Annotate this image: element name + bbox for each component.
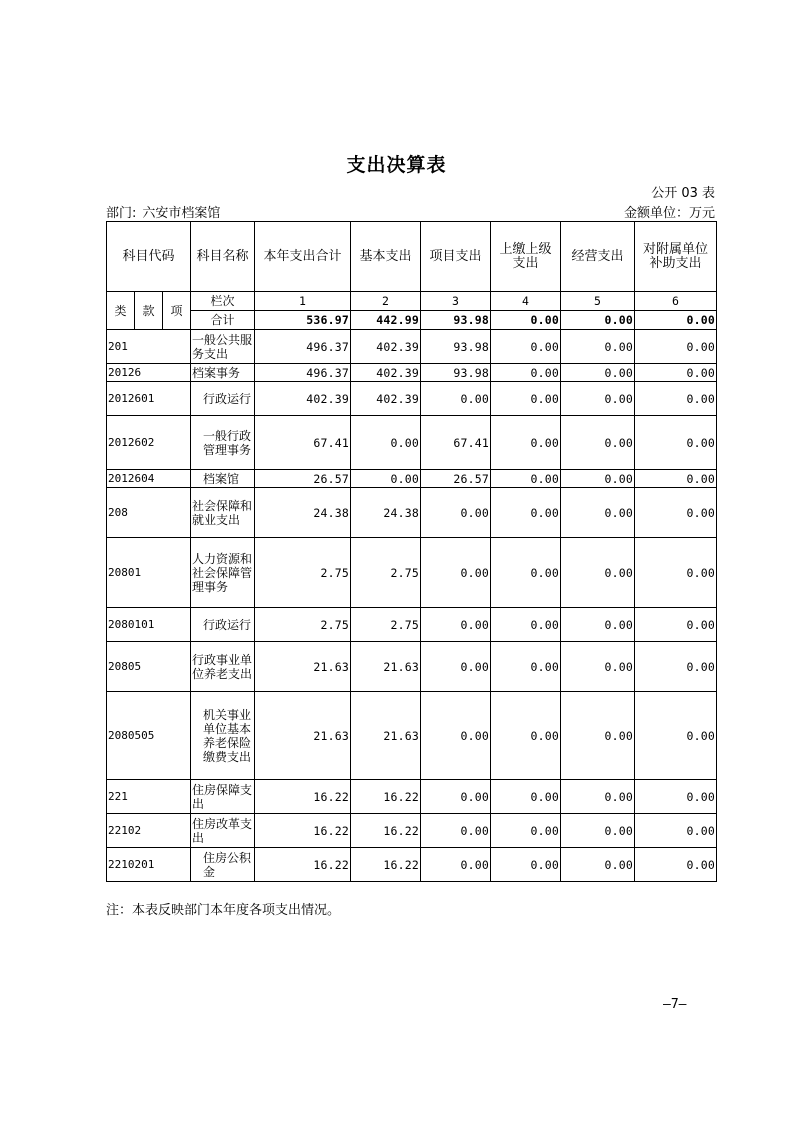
row-name: 住房保障支出 <box>191 780 255 814</box>
row-code: 221 <box>107 780 191 814</box>
row-value: 93.98 <box>421 330 491 364</box>
table-row <box>107 814 717 848</box>
row-value: 0.00 <box>491 488 561 538</box>
row-value: 26.57 <box>255 470 351 488</box>
row-name: 一般公共服务支出 <box>191 330 255 364</box>
row-name: 一般行政管理事务 <box>191 416 255 470</box>
row-value: 21.63 <box>255 642 351 692</box>
table-row <box>107 364 717 382</box>
row-code: 208 <box>107 488 191 538</box>
row-value: 2.75 <box>351 538 421 608</box>
header-lei: 类 <box>107 292 135 330</box>
totals-row <box>107 311 717 330</box>
row-value: 67.41 <box>421 416 491 470</box>
row-code: 2012602 <box>107 416 191 470</box>
row-name: 档案馆 <box>191 470 255 488</box>
row-value: 16.22 <box>255 814 351 848</box>
header-business: 经营支出 <box>561 222 635 292</box>
header-xiang: 项 <box>163 292 191 330</box>
form-code: 公开 03 表 <box>651 186 715 201</box>
row-value: 0.00 <box>351 470 421 488</box>
table-row <box>107 488 717 538</box>
table-row <box>107 330 717 364</box>
header-lanci: 栏次 <box>191 292 255 311</box>
row-value: 0.00 <box>491 780 561 814</box>
row-value: 402.39 <box>351 382 421 416</box>
row-value: 67.41 <box>255 416 351 470</box>
row-code: 2080505 <box>107 692 191 780</box>
row-value: 0.00 <box>561 382 635 416</box>
row-value: 16.22 <box>351 848 421 882</box>
row-value: 0.00 <box>491 470 561 488</box>
row-value: 0.00 <box>491 364 561 382</box>
row-value: 0.00 <box>491 608 561 642</box>
row-value: 0.00 <box>635 814 717 848</box>
table-row <box>107 642 717 692</box>
total-value: 0.00 <box>561 311 635 330</box>
column-number: 1 <box>255 292 351 311</box>
row-value: 16.22 <box>351 780 421 814</box>
row-value: 21.63 <box>351 642 421 692</box>
row-value: 0.00 <box>635 848 717 882</box>
total-value: 93.98 <box>421 311 491 330</box>
row-code: 20126 <box>107 364 191 382</box>
column-number-row <box>107 292 717 311</box>
header-basic: 基本支出 <box>351 222 421 292</box>
row-value: 0.00 <box>561 364 635 382</box>
expenditure-table <box>106 221 717 882</box>
table-row <box>107 416 717 470</box>
row-value: 0.00 <box>635 538 717 608</box>
header-kuan: 款 <box>135 292 163 330</box>
row-value: 0.00 <box>561 780 635 814</box>
row-value: 0.00 <box>635 642 717 692</box>
row-code: 22102 <box>107 814 191 848</box>
row-value: 2.75 <box>255 538 351 608</box>
row-value: 16.22 <box>255 848 351 882</box>
row-value: 0.00 <box>421 848 491 882</box>
department-value: 六安市档案馆 <box>142 206 221 221</box>
total-value: 536.97 <box>255 311 351 330</box>
row-code: 2012604 <box>107 470 191 488</box>
row-value: 0.00 <box>635 488 717 538</box>
row-code: 20805 <box>107 642 191 692</box>
footnote: 注：本表反映部门本年度各项支出情况。 <box>106 903 341 918</box>
row-value: 0.00 <box>561 692 635 780</box>
row-value: 2.75 <box>255 608 351 642</box>
header-upper: 上缴上级支出 <box>491 222 561 292</box>
total-value: 0.00 <box>635 311 717 330</box>
row-code: 2012601 <box>107 382 191 416</box>
row-value: 0.00 <box>491 642 561 692</box>
row-value: 496.37 <box>255 364 351 382</box>
department <box>106 202 220 221</box>
row-value: 0.00 <box>351 416 421 470</box>
header-total: 本年支出合计 <box>255 222 351 292</box>
row-value: 0.00 <box>635 382 717 416</box>
row-value: 0.00 <box>491 382 561 416</box>
row-value: 2.75 <box>351 608 421 642</box>
page-title: 支出决算表 <box>346 154 447 176</box>
table-row <box>107 692 717 780</box>
row-name: 住房公积金 <box>191 848 255 882</box>
column-number: 5 <box>561 292 635 311</box>
column-number: 2 <box>351 292 421 311</box>
row-name: 机关事业单位基本养老保险缴费支出 <box>191 692 255 780</box>
row-value: 402.39 <box>351 364 421 382</box>
row-value: 0.00 <box>635 780 717 814</box>
row-value: 0.00 <box>561 814 635 848</box>
header-name: 科目名称 <box>191 222 255 292</box>
row-name: 住房改革支出 <box>191 814 255 848</box>
row-value: 0.00 <box>561 330 635 364</box>
row-value: 0.00 <box>635 470 717 488</box>
header-code: 科目代码 <box>107 222 191 292</box>
row-name: 行政事业单位养老支出 <box>191 642 255 692</box>
row-value: 0.00 <box>421 608 491 642</box>
department-label: 部门: <box>106 206 137 221</box>
table-row <box>107 382 717 416</box>
row-value: 0.00 <box>491 330 561 364</box>
row-name: 社会保障和就业支出 <box>191 488 255 538</box>
table-row <box>107 608 717 642</box>
row-value: 16.22 <box>351 814 421 848</box>
column-number: 4 <box>491 292 561 311</box>
row-value: 0.00 <box>635 330 717 364</box>
row-value: 16.22 <box>255 780 351 814</box>
row-code: 201 <box>107 330 191 364</box>
table-row <box>107 538 717 608</box>
row-value: 24.38 <box>255 488 351 538</box>
row-value: 0.00 <box>635 364 717 382</box>
row-value: 496.37 <box>255 330 351 364</box>
row-value: 0.00 <box>421 488 491 538</box>
row-value: 0.00 <box>421 814 491 848</box>
row-value: 0.00 <box>491 692 561 780</box>
row-name: 人力资源和社会保障管理事务 <box>191 538 255 608</box>
header-heji: 合计 <box>191 311 255 330</box>
row-value: 0.00 <box>561 488 635 538</box>
row-value: 0.00 <box>635 608 717 642</box>
row-value: 0.00 <box>491 416 561 470</box>
header-project: 项目支出 <box>421 222 491 292</box>
row-value: 0.00 <box>421 642 491 692</box>
row-value: 0.00 <box>491 848 561 882</box>
total-value: 442.99 <box>351 311 421 330</box>
row-value: 0.00 <box>491 814 561 848</box>
column-number: 3 <box>421 292 491 311</box>
row-value: 24.38 <box>351 488 421 538</box>
row-value: 0.00 <box>561 608 635 642</box>
table-row <box>107 470 717 488</box>
header-subsidy: 对附属单位补助支出 <box>635 222 717 292</box>
row-value: 0.00 <box>491 538 561 608</box>
total-value: 0.00 <box>491 311 561 330</box>
row-value: 0.00 <box>421 692 491 780</box>
table-row <box>107 848 717 882</box>
row-value: 402.39 <box>255 382 351 416</box>
column-number: 6 <box>635 292 717 311</box>
table-row <box>107 780 717 814</box>
row-value: 0.00 <box>635 692 717 780</box>
row-value: 0.00 <box>561 470 635 488</box>
row-value: 0.00 <box>561 416 635 470</box>
row-value: 26.57 <box>421 470 491 488</box>
row-value: 21.63 <box>351 692 421 780</box>
row-value: 402.39 <box>351 330 421 364</box>
row-value: 0.00 <box>561 848 635 882</box>
row-code: 2210201 <box>107 848 191 882</box>
row-value: 0.00 <box>635 416 717 470</box>
page-number: —7— <box>663 997 687 1012</box>
row-name: 行政运行 <box>191 608 255 642</box>
row-value: 0.00 <box>421 780 491 814</box>
row-name: 档案事务 <box>191 364 255 382</box>
row-value: 0.00 <box>421 382 491 416</box>
row-code: 20801 <box>107 538 191 608</box>
row-value: 0.00 <box>421 538 491 608</box>
row-value: 0.00 <box>561 642 635 692</box>
row-code: 2080101 <box>107 608 191 642</box>
header-row <box>107 222 717 292</box>
row-value: 21.63 <box>255 692 351 780</box>
amount-unit: 金额单位：万元 <box>623 206 715 221</box>
row-value: 0.00 <box>561 538 635 608</box>
row-name: 行政运行 <box>191 382 255 416</box>
row-value: 93.98 <box>421 364 491 382</box>
